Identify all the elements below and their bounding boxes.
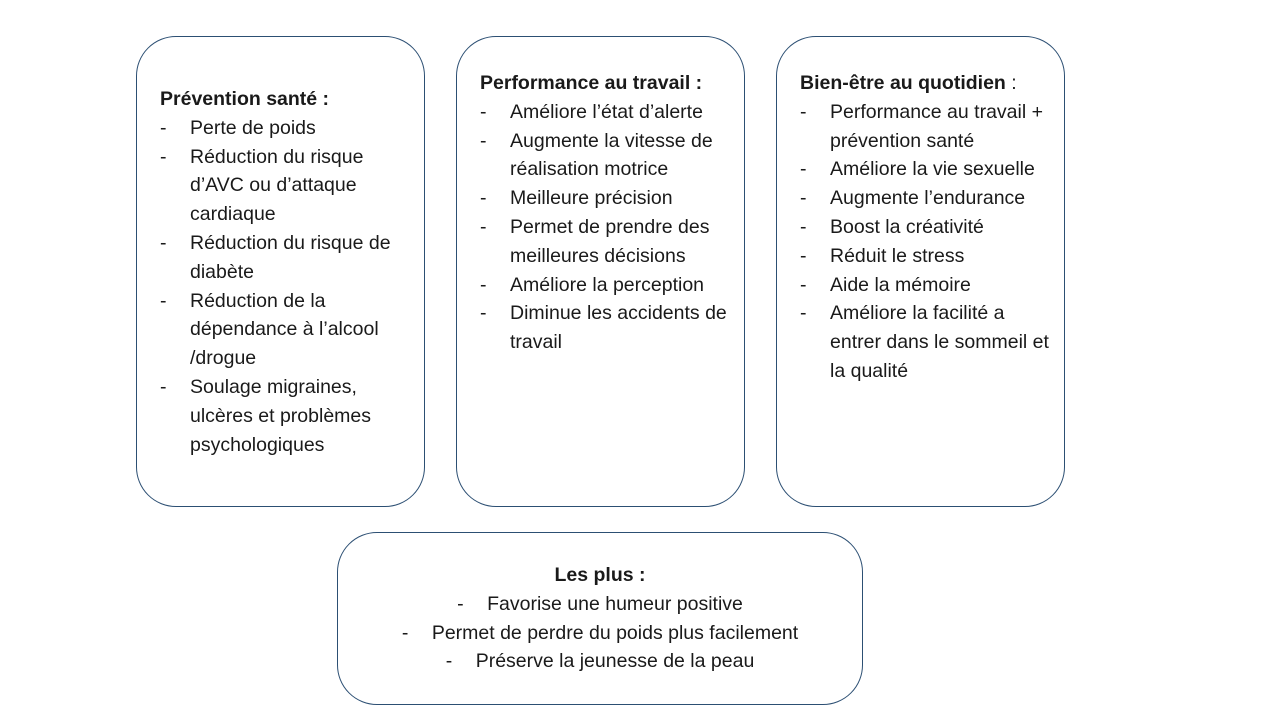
list-item: - Réduction du risque d’AVC ou d’attaque cardiaque [160,143,412,229]
list-item: - Permet de prendre des meilleures décisions [480,213,732,271]
box-les-plus [337,532,863,705]
list-item [338,619,862,648]
box-bien-etre-quotidien [776,36,1065,507]
list-item: - Perte de poids [160,114,412,143]
list-item [338,647,862,676]
box-content [338,561,862,676]
box-title: Performance au travail : [480,72,703,94]
item-list [160,114,412,460]
box-title: Prévention santé : [160,88,330,110]
box-prevention-sante [136,36,425,507]
box-content [160,85,412,459]
item-list [338,590,862,676]
list-item-text: Favorise une humeur positive [487,592,743,615]
list-item: - Améliore la facilité a entrer dans le sommeil et la qualité [800,299,1052,385]
list-item: - Augmente l’endurance [800,184,1052,213]
box-content [800,69,1052,386]
list-item: - Réduction du risque de diabète [160,229,412,287]
list-item-text: Permet de perdre du poids plus facilement [431,621,799,644]
box-title: Les plus : [554,564,646,586]
box-title [800,69,1052,98]
list-item: - Boost la créativité [800,213,1052,242]
list-item: - Performance au travail + prévention santé [800,98,1052,156]
list-item: - Meilleure précision [480,184,732,213]
list-item: - Améliore la vie sexuelle [800,155,1052,184]
list-item: - Aide la mémoire [800,271,1052,300]
box-performance-travail [456,36,745,507]
list-item [338,590,862,619]
list-item: - Soulage migraines, ulcères et problèmes psychologiques [160,373,412,459]
box-title-text: Bien-être au quotidien [800,72,1006,94]
dash-bullet: - [401,621,409,644]
list-item: - Améliore la perception [480,271,732,300]
list-item: - Diminue les accidents de travail [480,299,732,357]
item-list [480,98,732,357]
list-item: - Augmente la vitesse de réalisation motrice [480,127,732,185]
list-item: - Améliore l’état d’alerte [480,98,732,127]
list-item: - Réduction de la dépendance à l’alcool /drogue [160,287,412,373]
box-content [480,69,732,357]
dash-bullet: - [457,592,464,615]
box-title-suffix: : [1005,72,1017,94]
dash-bullet: - [445,650,453,673]
list-item-text: Préserve la jeunesse de la peau [475,650,755,673]
item-list [800,98,1052,386]
list-item: - Réduit le stress [800,242,1052,271]
